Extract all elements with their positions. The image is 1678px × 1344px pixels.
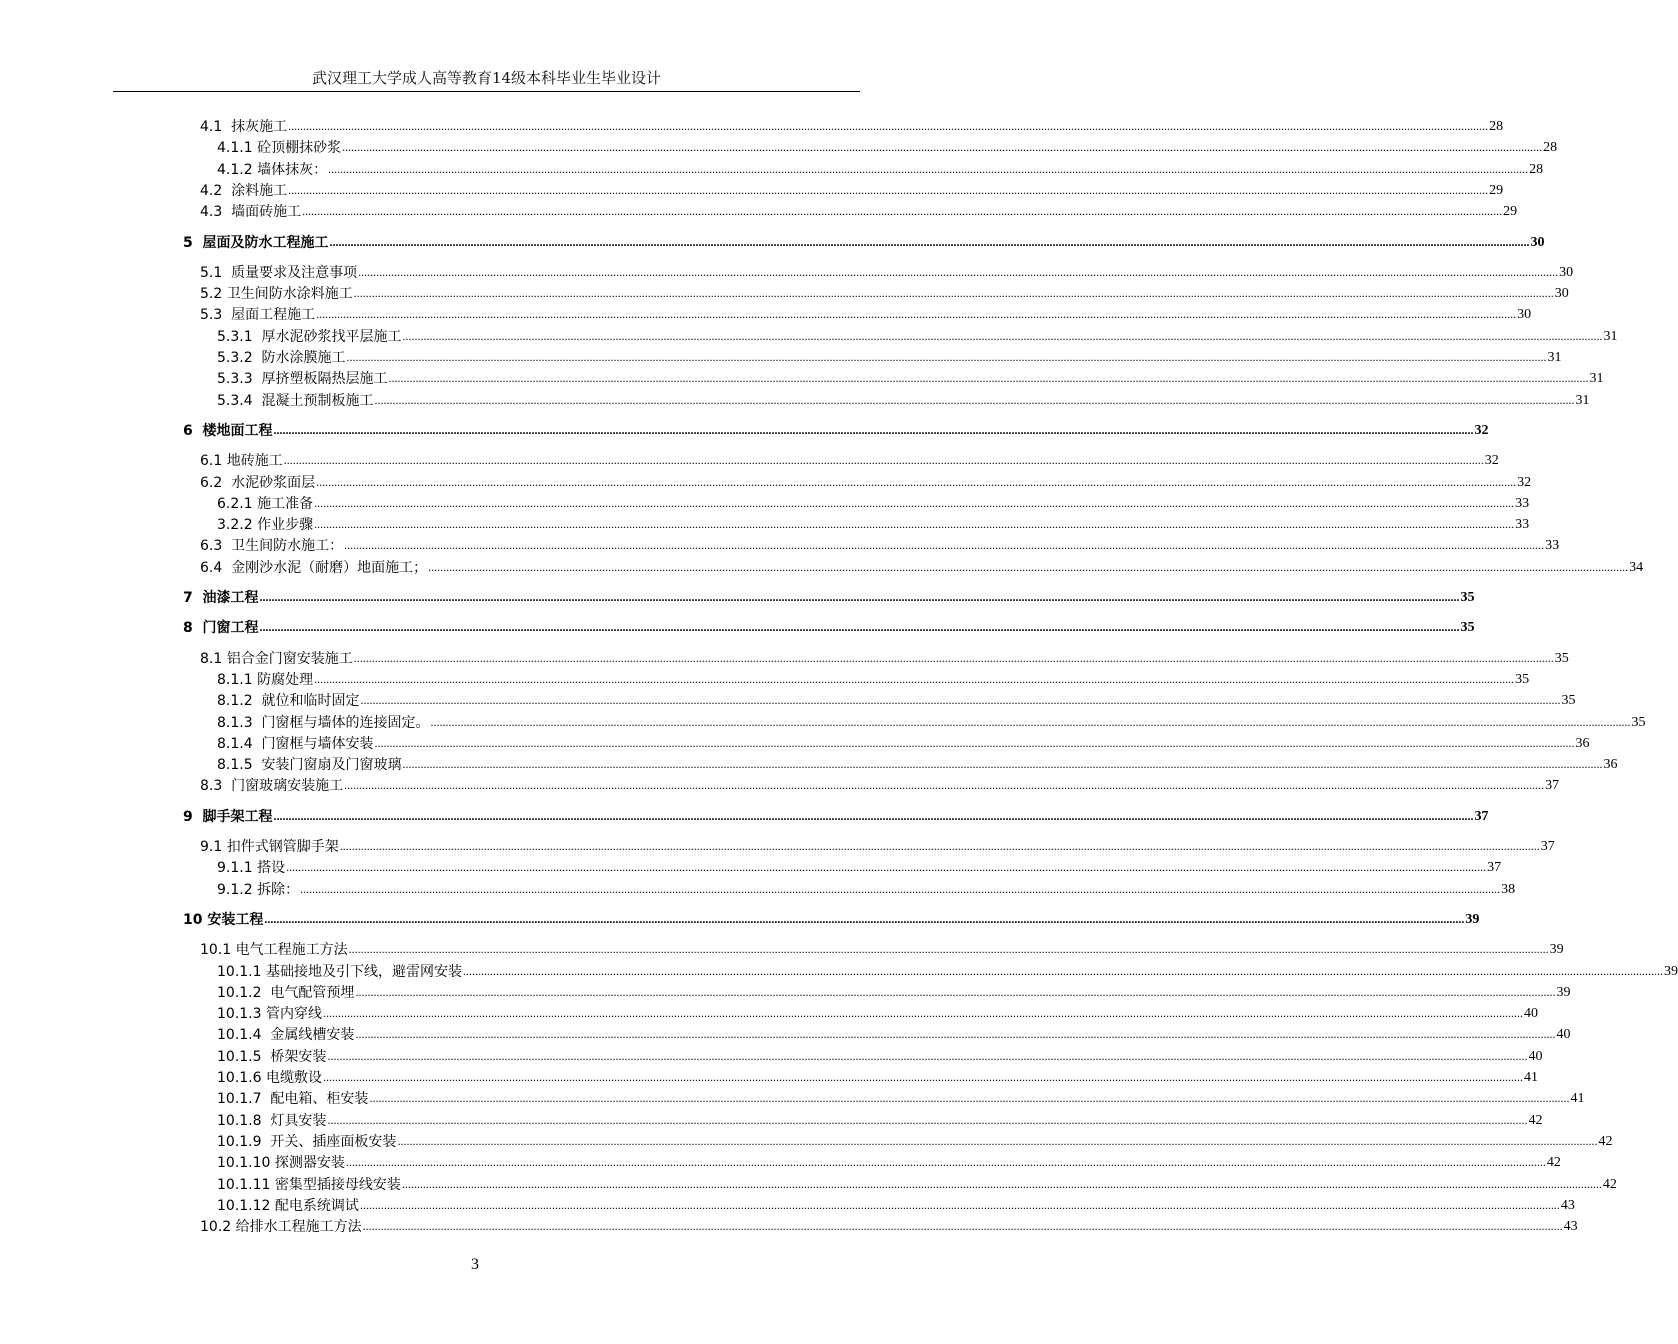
- toc-entry[interactable]: [217, 856, 1502, 877]
- toc-entry[interactable]: [200, 261, 1574, 282]
- toc-entry-label: 10.1.1 基础接地及引下线，避雷网安装: [217, 963, 462, 980]
- toc-entry-page: 32: [1484, 453, 1499, 469]
- dot-leader: ................................................................................................................................................................................................................................................................................................................................................................................................................: [353, 286, 1554, 301]
- toc-entry-page: 29: [1489, 182, 1504, 198]
- toc-entry-page: 38: [1501, 881, 1516, 897]
- toc-entry-page: 39: [1465, 911, 1480, 927]
- toc-entry-page: 40: [1528, 1048, 1543, 1064]
- toc-entry-page: 33: [1515, 495, 1530, 511]
- toc-entry-page: 35: [1561, 693, 1576, 709]
- toc-entry-page: 31: [1575, 392, 1590, 408]
- toc-entry[interactable]: [200, 534, 1560, 555]
- toc-entry-label: 6.4 金刚沙水泥（耐磨）地面施工；: [200, 559, 428, 576]
- dot-leader: ................................................................................................................................................................................................................................................................................................................................................................................................................: [327, 1048, 1528, 1063]
- toc-chapter[interactable]: [183, 586, 1475, 607]
- dot-leader: ................................................................................................................................................................................................................................................................................................................................................................................................................: [322, 1070, 1523, 1084]
- toc-entry-label: 5.3.4 混凝土预制板施工: [217, 392, 374, 409]
- toc-entry-label: 6.1 地砖施工: [200, 453, 283, 470]
- toc-entry[interactable]: [217, 1045, 1543, 1066]
- toc-entry-page: 43: [1560, 1197, 1575, 1213]
- toc-entry[interactable]: [200, 556, 1644, 577]
- toc-entry-page: 37: [1540, 839, 1555, 854]
- dot-leader: ................................................................................................................................................................................................................................................................................................................................................................................................................: [329, 234, 1530, 249]
- dot-leader: ................................................................................................................................................................................................................................................................................................................................................................................................................: [430, 714, 1631, 729]
- toc-entry-page: 32: [1517, 474, 1532, 490]
- toc-entry[interactable]: [200, 938, 1564, 959]
- dot-leader: ................................................................................................................................................................................................................................................................................................................................................................................................................: [314, 517, 1515, 532]
- toc-entry[interactable]: [217, 668, 1530, 689]
- toc-entry-page: 41: [1570, 1091, 1585, 1107]
- toc-entry-page: 35: [1631, 714, 1646, 730]
- dot-leader: ................................................................................................................................................................................................................................................................................................................................................................................................................: [362, 1219, 1563, 1234]
- dot-leader: ................................................................................................................................................................................................................................................................................................................................................................................................................: [402, 328, 1603, 343]
- toc-entry[interactable]: [200, 835, 1555, 856]
- toc-entry-label: 5.3.3 厚挤塑板隔热层施工: [217, 371, 388, 388]
- dot-leader: ................................................................................................................................................................................................................................................................................................................................................................................................................: [273, 422, 1474, 437]
- dot-leader: ................................................................................................................................................................................................................................................................................................................................................................................................................: [259, 590, 1460, 604]
- toc-entry-page: 28: [1489, 119, 1504, 134]
- toc-entry[interactable]: [217, 753, 1618, 774]
- toc-entry[interactable]: [217, 732, 1590, 753]
- toc-entry-label: 4.1.1 砼顶棚抹砂浆: [217, 140, 342, 157]
- dot-leader: ................................................................................................................................................................................................................................................................................................................................................................................................................: [314, 671, 1515, 686]
- toc-entry-page: 42: [1598, 1133, 1613, 1149]
- toc-entry-page: 37: [1545, 778, 1560, 794]
- toc-entry-page: 40: [1556, 1027, 1571, 1043]
- dot-leader: ................................................................................................................................................................................................................................................................................................................................................................................................................: [428, 559, 1629, 574]
- toc-entry-page: 35: [1460, 590, 1475, 605]
- toc-entry-label: 7 油漆工程: [183, 590, 259, 606]
- toc-chapter[interactable]: [183, 231, 1545, 252]
- toc-entry-label: 8.1.4 门窗框与墙体安装: [217, 735, 374, 752]
- toc-entry[interactable]: [217, 158, 1544, 179]
- toc-entry[interactable]: [200, 449, 1499, 470]
- dot-leader: ................................................................................................................................................................................................................................................................................................................................................................................................................: [374, 392, 1575, 407]
- toc-entry-page: 33: [1515, 517, 1530, 533]
- toc-entry[interactable]: [217, 711, 1646, 732]
- toc-entry[interactable]: [217, 1087, 1585, 1108]
- toc-entry-label: 8.1 铝合金门窗安装施工: [200, 650, 353, 667]
- toc-entry-label: 9 脚手架工程: [183, 808, 273, 825]
- toc-entry-label: 10.1.8 灯具安装: [217, 1112, 327, 1129]
- toc-entry[interactable]: [217, 1194, 1575, 1215]
- toc-entry-label: 5 屋面及防水工程施工: [183, 234, 329, 251]
- toc-entry-page: 37: [1487, 860, 1502, 876]
- toc-entry[interactable]: [200, 471, 1532, 492]
- dot-leader: ................................................................................................................................................................................................................................................................................................................................................................................................................: [264, 911, 1465, 926]
- toc-entry-label: 5.3.1 厚水泥砂浆找平层施工: [217, 328, 402, 345]
- dot-leader: ................................................................................................................................................................................................................................................................................................................................................................................................................: [353, 650, 1554, 665]
- toc-entry-label: 10.1.11 密集型插接母线安装: [217, 1176, 401, 1193]
- dot-leader: ................................................................................................................................................................................................................................................................................................................................................................................................................: [369, 1091, 1570, 1106]
- toc-entry-label: 10.1.10 探测器安装: [217, 1155, 345, 1172]
- toc-entry-page: 31: [1589, 371, 1604, 387]
- toc-entry-page: 33: [1545, 538, 1560, 554]
- toc-entry-label: 10.1.9 开关、插座面板安装: [217, 1133, 397, 1150]
- toc-entry[interactable]: [217, 878, 1516, 899]
- toc-entry-label: 10.2 给排水工程施工方法: [200, 1219, 362, 1236]
- dot-leader: ................................................................................................................................................................................................................................................................................................................................................................................................................: [355, 984, 1556, 999]
- dot-leader: ................................................................................................................................................................................................................................................................................................................................................................................................................: [348, 942, 1549, 957]
- toc-entry[interactable]: [217, 346, 1562, 367]
- dot-leader: ................................................................................................................................................................................................................................................................................................................................................................................................................: [346, 350, 1547, 364]
- toc-entry[interactable]: [217, 981, 1571, 1002]
- toc-entry-page: 35: [1515, 671, 1530, 687]
- toc-entry-label: 6 楼地面工程: [183, 422, 273, 439]
- toc-entry-label: 8 门窗工程: [183, 620, 259, 637]
- dot-leader: ................................................................................................................................................................................................................................................................................................................................................................................................................: [273, 808, 1474, 823]
- page-number: 3: [471, 1256, 479, 1273]
- toc-entry-page: 37: [1474, 808, 1489, 824]
- toc-entry-label: 5.3 屋面工程施工: [200, 307, 316, 324]
- toc-entry-label: 4.3 墙面砖施工: [200, 204, 302, 221]
- toc-entry-page: 36: [1575, 735, 1590, 751]
- toc-entry-page: 34: [1629, 559, 1644, 575]
- toc-entry-page: 42: [1528, 1112, 1543, 1128]
- dot-leader: ................................................................................................................................................................................................................................................................................................................................................................................................................: [300, 881, 1501, 896]
- toc-entry-label: 5.1 质量要求及注意事项: [200, 264, 358, 281]
- toc-entry-page: 31: [1603, 328, 1618, 344]
- toc-entry-page: 29: [1503, 204, 1518, 220]
- dot-leader: ................................................................................................................................................................................................................................................................................................................................................................................................................: [397, 1133, 1598, 1148]
- toc-entry[interactable]: [217, 1109, 1543, 1130]
- toc-entry-page: 30: [1554, 286, 1569, 302]
- dot-leader: ................................................................................................................................................................................................................................................................................................................................................................................................................: [388, 371, 1589, 386]
- dot-leader: ................................................................................................................................................................................................................................................................................................................................................................................................................: [374, 735, 1575, 750]
- toc-entry-label: 4.1 抹灰施工: [200, 119, 288, 135]
- dot-leader: ................................................................................................................................................................................................................................................................................................................................................................................................................: [259, 620, 1460, 635]
- toc-entry-page: 30: [1517, 307, 1532, 323]
- toc-entry[interactable]: [217, 389, 1590, 410]
- toc-entry[interactable]: [217, 367, 1604, 388]
- toc-entry[interactable]: [200, 774, 1560, 795]
- toc-entry-label: 6.2 水泥砂浆面层: [200, 474, 316, 491]
- toc-entry[interactable]: [200, 115, 1504, 136]
- toc-entry[interactable]: [217, 1002, 1538, 1023]
- dot-leader: ................................................................................................................................................................................................................................................................................................................................................................................................................: [286, 860, 1487, 875]
- toc-entry-label: 8.3 门窗玻璃安装施工: [200, 778, 344, 795]
- page-header: 武汉理工大学成人高等教育14级本科毕业生毕业设计: [311, 69, 662, 87]
- toc-entry-page: 28: [1543, 140, 1558, 156]
- toc-entry-label: 9.1.2 拆除：: [217, 881, 300, 898]
- toc-entry-page: 42: [1546, 1155, 1561, 1171]
- toc-entry-label: 10.1.3 管内穿线: [217, 1006, 322, 1023]
- toc-entry-label: 10.1.2 电气配管预埋: [217, 984, 355, 1001]
- toc-entry-page: 32: [1474, 422, 1489, 438]
- toc-chapter[interactable]: [183, 419, 1489, 440]
- toc-entry-page: 35: [1554, 650, 1569, 666]
- toc-entry-page: 28: [1529, 161, 1544, 177]
- toc-entry-label: 10 安装工程: [183, 911, 264, 928]
- toc-entry-label: 4.1.2 墙体抹灰：: [217, 161, 328, 178]
- toc-entry[interactable]: [217, 1066, 1538, 1087]
- dot-leader: ................................................................................................................................................................................................................................................................................................................................................................................................................: [344, 538, 1545, 553]
- dot-leader: ................................................................................................................................................................................................................................................................................................................................................................................................................: [345, 1155, 1546, 1170]
- toc-entry-page: 30: [1559, 264, 1574, 280]
- toc-entry-page: 41: [1523, 1070, 1538, 1085]
- toc-entry[interactable]: [200, 282, 1569, 303]
- toc-entry-page: 43: [1563, 1219, 1578, 1235]
- dot-leader: ................................................................................................................................................................................................................................................................................................................................................................................................................: [314, 495, 1515, 510]
- toc-entry-page: 39: [1549, 942, 1564, 958]
- toc-entry-label: 10.1.5 桥架安装: [217, 1048, 327, 1065]
- toc-entry-label: 8.1.2 就位和临时固定: [217, 693, 360, 710]
- toc-entry[interactable]: [200, 647, 1569, 668]
- dot-leader: ................................................................................................................................................................................................................................................................................................................................................................................................................: [360, 693, 1561, 708]
- toc-entry[interactable]: [217, 1151, 1561, 1172]
- toc-entry-page: 30: [1530, 234, 1545, 250]
- dot-leader: ................................................................................................................................................................................................................................................................................................................................................................................................................: [302, 204, 1503, 219]
- dot-leader: ................................................................................................................................................................................................................................................................................................................................................................................................................: [355, 1027, 1556, 1042]
- dot-leader: ................................................................................................................................................................................................................................................................................................................................................................................................................: [339, 839, 1540, 853]
- toc-entry-page: 40: [1523, 1006, 1538, 1022]
- dot-leader: ................................................................................................................................................................................................................................................................................................................................................................................................................: [328, 161, 1529, 176]
- toc-entry-page: 39: [1556, 984, 1571, 1000]
- toc-entry-label: 5.3.2 防水涂膜施工: [217, 350, 346, 366]
- dot-leader: ................................................................................................................................................................................................................................................................................................................................................................................................................: [316, 307, 1517, 322]
- toc-entry-label: 8.1.5 安装门窗扇及门窗玻璃: [217, 757, 402, 774]
- toc-entry[interactable]: [200, 303, 1532, 324]
- dot-leader: ................................................................................................................................................................................................................................................................................................................................................................................................................: [462, 963, 1663, 978]
- toc-entry[interactable]: [217, 136, 1558, 157]
- toc-chapter[interactable]: [183, 616, 1475, 637]
- toc-entry[interactable]: [217, 960, 1678, 981]
- toc-entry-page: 36: [1603, 757, 1618, 773]
- dot-leader: ................................................................................................................................................................................................................................................................................................................................................................................................................: [401, 1176, 1602, 1191]
- toc-entry[interactable]: [200, 200, 1518, 221]
- dot-leader: ................................................................................................................................................................................................................................................................................................................................................................................................................: [288, 119, 1489, 133]
- dot-leader: ................................................................................................................................................................................................................................................................................................................................................................................................................: [344, 778, 1545, 793]
- toc-entry[interactable]: [200, 179, 1504, 200]
- toc-entry[interactable]: [217, 689, 1576, 710]
- toc-entry[interactable]: [217, 325, 1618, 346]
- toc-entry-label: 10.1.7 配电箱、柜安装: [217, 1091, 369, 1108]
- toc-entry[interactable]: [217, 513, 1530, 534]
- dot-leader: ................................................................................................................................................................................................................................................................................................................................................................................................................: [359, 1197, 1560, 1212]
- toc-entry[interactable]: [217, 1023, 1571, 1044]
- toc-entry-page: 39: [1663, 963, 1678, 979]
- dot-leader: ................................................................................................................................................................................................................................................................................................................................................................................................................: [402, 757, 1603, 772]
- toc-entry-label: 8.1.3 门窗框与墙体的连接固定。: [217, 714, 430, 731]
- toc-chapter[interactable]: [183, 805, 1489, 826]
- toc-entry-page: 42: [1602, 1176, 1617, 1192]
- toc-entry[interactable]: [200, 1215, 1578, 1236]
- toc-entry-label: 8.1.1 防腐处理: [217, 671, 314, 688]
- toc-chapter[interactable]: [183, 908, 1480, 929]
- toc-entry-label: 9.1.1 搭设: [217, 860, 286, 877]
- toc-entry-label: 5.2 卫生间防水涂料施工: [200, 286, 353, 303]
- toc-entry-page: 35: [1460, 620, 1475, 636]
- dot-leader: ................................................................................................................................................................................................................................................................................................................................................................................................................: [342, 140, 1543, 155]
- dot-leader: ................................................................................................................................................................................................................................................................................................................................................................................................................: [327, 1112, 1528, 1127]
- toc-entry-label: 3.2.2 作业步骤: [217, 517, 314, 534]
- dot-leader: ................................................................................................................................................................................................................................................................................................................................................................................................................: [358, 264, 1559, 279]
- toc-entry-label: 10.1.12 配电系统调试: [217, 1197, 359, 1214]
- toc-entry-label: 6.2.1 施工准备: [217, 495, 314, 512]
- toc-entry-label: 10.1.4 金属线槽安装: [217, 1027, 355, 1044]
- toc-entry-label: 4.2 涂料施工: [200, 182, 288, 199]
- toc-entry-label: 10.1 电气工程施工方法: [200, 942, 348, 959]
- dot-leader: ................................................................................................................................................................................................................................................................................................................................................................................................................: [283, 453, 1484, 468]
- dot-leader: ................................................................................................................................................................................................................................................................................................................................................................................................................: [288, 182, 1489, 197]
- dot-leader: ................................................................................................................................................................................................................................................................................................................................................................................................................: [322, 1006, 1523, 1021]
- dot-leader: ................................................................................................................................................................................................................................................................................................................................................................................................................: [316, 474, 1517, 489]
- toc-entry[interactable]: [217, 1130, 1613, 1151]
- toc-entry-page: 31: [1547, 350, 1562, 365]
- toc-entry[interactable]: [217, 1173, 1617, 1194]
- toc-entry-label: 10.1.6 电缆敷设: [217, 1070, 322, 1086]
- toc-entry-label: 6.3 卫生间防水施工：: [200, 538, 344, 555]
- toc-entry[interactable]: [217, 492, 1530, 513]
- toc-entry-label: 9.1 扣件式钢管脚手架: [200, 839, 339, 855]
